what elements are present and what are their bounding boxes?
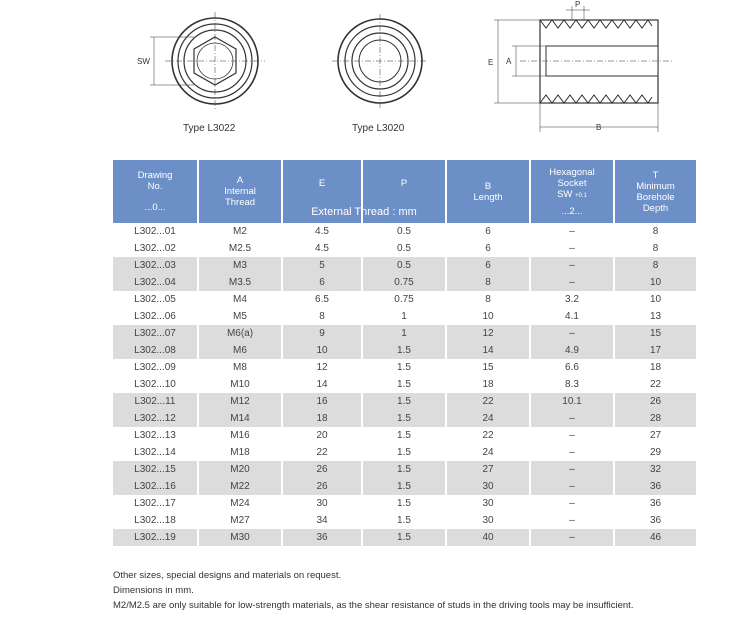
cell-b: 14 — [445, 342, 529, 359]
cell-a: M4 — [197, 291, 281, 308]
cell-p: 1.5 — [361, 342, 445, 359]
cell-e: 6 — [281, 274, 361, 291]
cell-p: 0.5 — [361, 223, 445, 240]
cell-e: 36 — [281, 529, 361, 546]
side-view — [494, 6, 672, 132]
cell-e: 30 — [281, 495, 361, 512]
cell-p: 1.5 — [361, 410, 445, 427]
cell-p: 0.5 — [361, 240, 445, 257]
cell-no: L302...01 — [134, 226, 176, 237]
cell-p: 1.5 — [361, 427, 445, 444]
cell-sw: – — [529, 325, 613, 342]
p-dim-label: P — [575, 0, 581, 9]
cell-e: 12 — [281, 359, 361, 376]
spec-table — [113, 160, 696, 546]
cell-sw: – — [529, 529, 613, 546]
cell-sw: – — [529, 427, 613, 444]
sw-dim-label: SW — [137, 57, 150, 66]
cell-p: 1.5 — [361, 495, 445, 512]
cell-t: 15 — [613, 325, 696, 342]
header-borehole-depth: T Minimum Borehole Depth — [613, 160, 696, 223]
cell-sw: – — [529, 444, 613, 461]
table-row — [113, 495, 696, 512]
type-l3020-caption: Type L3020 — [352, 123, 405, 134]
cell-a: M3 — [197, 257, 281, 274]
cell-e: 22 — [281, 444, 361, 461]
cell-e: 4.5 — [281, 240, 361, 257]
cell-a: M27 — [197, 512, 281, 529]
cell-b: 30 — [445, 478, 529, 495]
cell-b: 6 — [445, 257, 529, 274]
spec-table-body — [113, 223, 696, 546]
cell-sw: – — [529, 240, 613, 257]
cell-no: L302...18 — [134, 515, 176, 526]
cell-t: 26 — [613, 393, 696, 410]
cell-t: 8 — [613, 223, 696, 240]
cell-t: 10 — [613, 291, 696, 308]
table-row — [113, 461, 696, 478]
cell-p: 0.75 — [361, 291, 445, 308]
cell-e: 26 — [281, 461, 361, 478]
cell-b: 6 — [445, 240, 529, 257]
cell-p: 1.5 — [361, 512, 445, 529]
cell-sw: – — [529, 223, 613, 240]
cell-p: 1.5 — [361, 393, 445, 410]
cell-no: L302...09 — [134, 362, 176, 373]
cell-a: M6 — [197, 342, 281, 359]
cell-no: L302...14 — [134, 447, 176, 458]
cell-t: 17 — [613, 342, 696, 359]
cell-a: M2.5 — [197, 240, 281, 257]
external-thread-label: External Thread : mm — [311, 206, 417, 218]
cell-t: 32 — [613, 461, 696, 478]
header-length: B Length — [445, 160, 529, 223]
cell-e: 14 — [281, 376, 361, 393]
cell-a: M18 — [197, 444, 281, 461]
cell-t: 27 — [613, 427, 696, 444]
cell-sw: – — [529, 512, 613, 529]
cell-no: L302...03 — [113, 257, 197, 274]
cell-no: L302...13 — [134, 430, 176, 441]
cell-b: 18 — [445, 376, 529, 393]
cell-p: 1.5 — [361, 478, 445, 495]
cell-sw: 8.3 — [529, 376, 613, 393]
header-e: E — [281, 160, 361, 223]
cell-p: 1 — [361, 308, 445, 325]
cell-no: L302...08 — [113, 342, 197, 359]
note-other-sizes: Other sizes, special designs and materials on request. — [113, 570, 342, 581]
table-row — [113, 478, 696, 495]
cell-sw: – — [529, 495, 613, 512]
cell-sw: – — [529, 410, 613, 427]
table-row — [113, 376, 696, 393]
cell-a: M20 — [197, 461, 281, 478]
table-row — [113, 291, 696, 308]
cell-no: L302...12 — [113, 410, 197, 427]
table-row — [113, 308, 696, 325]
cell-a: M10 — [197, 376, 281, 393]
cell-b: 27 — [445, 461, 529, 478]
footnotes — [113, 568, 633, 613]
cell-p: 1.5 — [361, 461, 445, 478]
cell-p: 1.5 — [361, 529, 445, 546]
cell-b: 30 — [445, 512, 529, 529]
cell-p: 1.5 — [361, 359, 445, 376]
cell-a: M6(a) — [197, 325, 281, 342]
cell-b: 30 — [445, 495, 529, 512]
cell-e: 16 — [281, 393, 361, 410]
cell-e: 26 — [281, 478, 361, 495]
cell-b: 8 — [445, 291, 529, 308]
header-p: P External Thread : mm — [361, 160, 445, 223]
table-row — [113, 325, 696, 342]
cell-sw: 6.6 — [529, 359, 613, 376]
cell-e: 6.5 — [281, 291, 361, 308]
cell-sw: – — [529, 257, 613, 274]
cell-t: 46 — [613, 529, 696, 546]
cell-e: 10 — [281, 342, 361, 359]
table-row — [113, 257, 696, 274]
table-row — [113, 240, 696, 257]
cell-t: 10 — [613, 274, 696, 291]
header-internal-thread: A Internal Thread — [197, 160, 281, 223]
cell-a: M14 — [197, 410, 281, 427]
cell-no: L302...02 — [134, 243, 176, 254]
cell-no: L302...19 — [113, 529, 197, 546]
a-dim-label: A — [506, 57, 512, 66]
cell-no: L302...07 — [113, 325, 197, 342]
cell-b: 8 — [445, 274, 529, 291]
type-l3022-caption: Type L3022 — [183, 123, 236, 134]
cell-p: 1 — [361, 325, 445, 342]
cell-b: 6 — [445, 223, 529, 240]
cell-sw: 10.1 — [529, 393, 613, 410]
cell-no: L302...17 — [134, 498, 176, 509]
cell-a: M16 — [197, 427, 281, 444]
cell-e: 4.5 — [281, 223, 361, 240]
cell-e: 5 — [281, 257, 361, 274]
l3020-end-view — [332, 14, 428, 108]
cell-e: 9 — [281, 325, 361, 342]
cell-sw: 3.2 — [529, 291, 613, 308]
table-row — [113, 393, 696, 410]
cell-no: L302...15 — [113, 461, 197, 478]
cell-a: M12 — [197, 393, 281, 410]
cell-a: M22 — [197, 478, 281, 495]
l3022-end-view — [150, 12, 265, 110]
cell-e: 34 — [281, 512, 361, 529]
cell-t: 13 — [613, 308, 696, 325]
cell-no: L302...16 — [113, 478, 197, 495]
cell-e: 20 — [281, 427, 361, 444]
cell-no: L302...06 — [134, 311, 176, 322]
cell-a: M8 — [197, 359, 281, 376]
cell-p: 0.5 — [361, 257, 445, 274]
cell-t: 8 — [613, 240, 696, 257]
note-dimensions: Dimensions in mm. — [113, 585, 194, 596]
table-row — [113, 444, 696, 461]
cell-t: 36 — [613, 495, 696, 512]
cell-b: 10 — [445, 308, 529, 325]
cell-t: 8 — [613, 257, 696, 274]
cell-b: 22 — [445, 393, 529, 410]
cell-p: 0.75 — [361, 274, 445, 291]
cell-a: M30 — [197, 529, 281, 546]
cell-no: L302...04 — [113, 274, 197, 291]
cell-no: L302...05 — [134, 294, 176, 305]
b-dim-label: B — [596, 123, 602, 132]
cell-t: 36 — [613, 512, 696, 529]
cell-t: 28 — [613, 410, 696, 427]
table-row — [113, 342, 696, 359]
cell-a: M24 — [197, 495, 281, 512]
cell-b: 40 — [445, 529, 529, 546]
note-low-strength: M2/M2.5 are only suitable for low-strength materials, as the shear resistance of studs in the driving tools may be insufficient. — [113, 600, 634, 611]
table-row — [113, 512, 696, 529]
cell-b: 22 — [445, 427, 529, 444]
cell-sw: 4.9 — [529, 342, 613, 359]
table-row — [113, 274, 696, 291]
cell-no: L302...11 — [113, 393, 197, 410]
e-dim-label: E — [488, 58, 494, 67]
table-row — [113, 427, 696, 444]
table-row — [113, 410, 696, 427]
cell-a: M2 — [197, 223, 281, 240]
cell-b: 24 — [445, 444, 529, 461]
cell-b: 12 — [445, 325, 529, 342]
header-hex-socket: Hexagonal Socket SW +0.1 ...2... — [529, 160, 613, 223]
cell-e: 18 — [281, 410, 361, 427]
header-drawing-no: Drawing No. ...0... — [113, 160, 197, 223]
cell-a: M5 — [197, 308, 281, 325]
cell-sw: – — [529, 478, 613, 495]
cell-p: 1.5 — [361, 376, 445, 393]
cell-a: M3.5 — [197, 274, 281, 291]
cell-t: 36 — [613, 478, 696, 495]
cell-sw: 4.1 — [529, 308, 613, 325]
cell-sw: – — [529, 274, 613, 291]
cell-p: 1.5 — [361, 444, 445, 461]
table-row — [113, 529, 696, 546]
table-row — [113, 359, 696, 376]
cell-e: 8 — [281, 308, 361, 325]
cell-no: L302...10 — [134, 379, 176, 390]
table-row — [113, 223, 696, 240]
cell-b: 15 — [445, 359, 529, 376]
cell-t: 22 — [613, 376, 696, 393]
cell-t: 29 — [613, 444, 696, 461]
cell-sw: – — [529, 461, 613, 478]
cell-b: 24 — [445, 410, 529, 427]
cell-t: 18 — [613, 359, 696, 376]
